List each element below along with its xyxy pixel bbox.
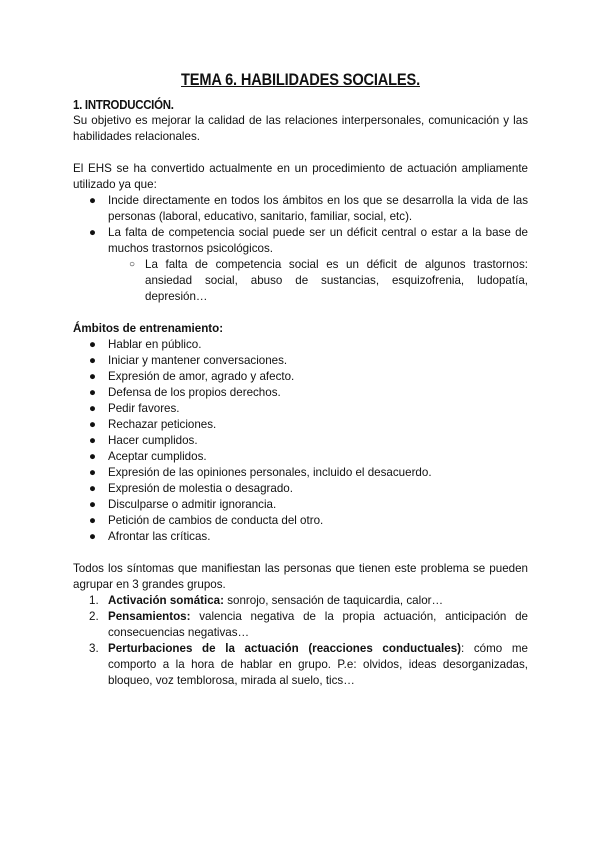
list-item: ● Expresión de amor, agrado y afecto. <box>89 370 295 383</box>
list-item: 3. Perturbaciones de la actuación (reacciones conductuales): cómo me comporto a la hora de hablar en grupo. P.e: olvidos, ideas desorganizadas, bloqueo, voz temblorosa, mirada al suelo, tics… <box>89 642 528 687</box>
list-item: 1. Activación somática: sonrojo, sensación de taquicardia, calor… <box>89 594 444 607</box>
list-item: ● La falta de competencia social puede ser un déficit central o estar a la base de muchos trastornos psicológicos. <box>89 226 528 255</box>
sintomas-list <box>73 593 528 689</box>
ehs-bullet-list <box>73 193 528 257</box>
intro-paragraph: Su objetivo es mejorar la calidad de las relaciones interpersonales, comunicación y las habilidades relacionales. <box>73 114 528 143</box>
list-item: ● Defensa de los propios derechos. <box>89 386 281 399</box>
list-item: ● Disculparse o admitir ignorancia. <box>89 498 277 511</box>
list-item: ● Hacer cumplidos. <box>89 434 198 447</box>
bullet-icon: ● <box>89 354 97 367</box>
list-item: ● Incide directamente en todos los ámbitos en los que se desarrolla la vida de las personas (laboral, educativo, sanitario, familiar, social, etc). <box>89 194 528 223</box>
bullet-icon: ● <box>89 194 97 207</box>
bullet-icon: ● <box>89 482 97 495</box>
list-item: 2. Pensamientos: valencia negativa de la propia actuación, anticipación de consecuencias negativas… <box>89 610 528 639</box>
list-item: ● Afrontar las críticas. <box>89 530 211 543</box>
document-title: TEMA 6. HABILIDADES SOCIALES. <box>181 70 420 89</box>
bullet-icon: ● <box>89 386 97 399</box>
hollow-bullet-icon: ○ <box>129 259 136 270</box>
bullet-icon: ● <box>89 530 97 543</box>
document-page <box>73 72 528 689</box>
ehs-sub-bullet-list <box>73 257 528 305</box>
list-item: ● Aceptar cumplidos. <box>89 450 207 463</box>
list-item: ● Petición de cambios de conducta del otro. <box>89 514 324 527</box>
list-item: ● Expresión de molestia o desagrado. <box>89 482 293 495</box>
bullet-icon: ● <box>89 450 97 463</box>
ambitos-list <box>73 337 528 545</box>
sintomas-paragraph: Todos los síntomas que manifiestan las personas que tienen este problema se pueden agrupar en 3 grandes grupos. <box>73 562 528 591</box>
list-item: ● Pedir favores. <box>89 402 180 415</box>
bullet-icon: ● <box>89 434 97 447</box>
bullet-icon: ● <box>89 418 97 431</box>
bullet-icon: ● <box>89 514 97 527</box>
list-item: ● Rechazar peticiones. <box>89 418 217 431</box>
bullet-icon: ● <box>89 466 97 479</box>
ambitos-heading: Ámbitos de entrenamiento: <box>73 322 224 335</box>
list-item: ● Hablar en público. <box>89 338 202 351</box>
list-item: ● Iniciar y mantener conversaciones. <box>89 354 288 367</box>
list-item: ○ La falta de competencia social es un déficit de algunos trastornos: ansiedad social, abuso de sustancias, esquizofrenia, ludopatía, depresión… <box>129 258 528 303</box>
bullet-icon: ● <box>89 338 97 351</box>
section-heading-introduccion: 1. INTRODUCCIÓN. <box>73 97 174 112</box>
bullet-icon: ● <box>89 498 97 511</box>
ehs-paragraph: El EHS se ha convertido actualmente en un procedimiento de actuación ampliamente utilizado ya que: <box>73 162 528 191</box>
list-item: ● Expresión de las opiniones personales, incluido el desacuerdo. <box>89 466 432 479</box>
bullet-icon: ● <box>89 402 97 415</box>
bullet-icon: ● <box>89 226 97 239</box>
bullet-icon: ● <box>89 370 97 383</box>
